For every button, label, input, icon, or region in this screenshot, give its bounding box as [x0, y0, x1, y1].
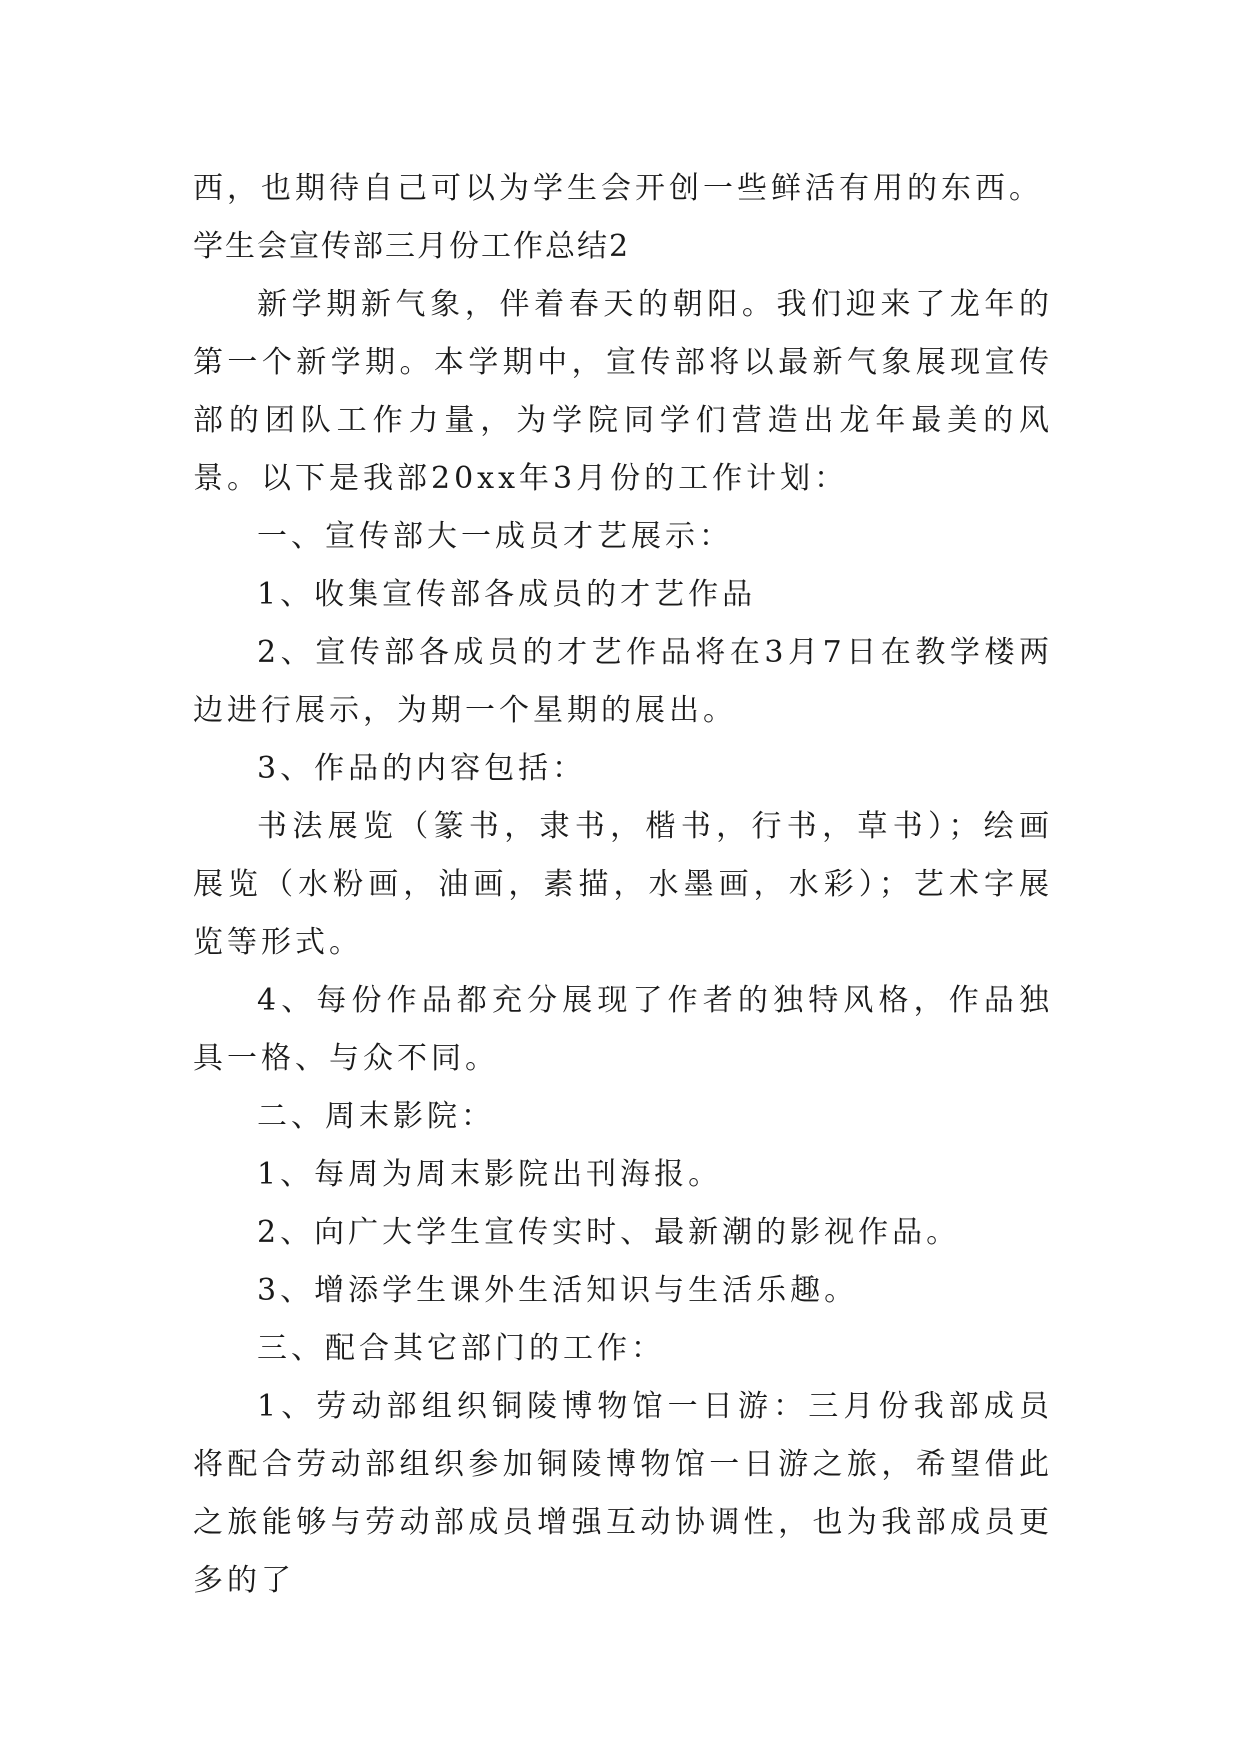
list-item: 3、作品的内容包括： [257, 751, 587, 786]
list-item: 3、增添学生课外生活知识与生活乐趣。 [257, 1273, 859, 1308]
document-body [193, 160, 1053, 1610]
list-item: 1、劳动部组织铜陵博物馆一日游：三月份我部成员将配合劳动部组织参加铜陵博物馆一日游之旅，希望借此之旅能够与劳动部成员增强互动协调性，也为我部成员更多的了 [193, 1389, 1053, 1598]
heading-weekend-cinema: 二、周末影院： [257, 1099, 495, 1134]
intro-paragraph: 新学期新气象，伴着春天的朝阳。我们迎来了龙年的第一个新学期。本学期中，宣传部将以最新气象展现宣传部的团队工作力量，为学院同学们营造出龙年最美的风景。以下是我部20xx年3月份的工作计划： [193, 287, 1053, 496]
list-item: 2、向广大学生宣传实时、最新潮的影视作品。 [257, 1215, 961, 1250]
list-item: 1、收集宣传部各成员的才艺作品 [257, 577, 757, 612]
heading-talent-show: 一、宣传部大一成员才艺展示： [257, 519, 733, 554]
exhibition-paragraph: 书法展览（篆书，隶书，楷书，行书，草书）；绘画展览（水粉画，油画，素描，水墨画，水彩）；艺术字展览等形式。 [193, 809, 1053, 960]
heading-cooperation: 三、配合其它部门的工作： [257, 1331, 665, 1366]
paragraph-continuation: 西，也期待自己可以为学生会开创一些鲜活有用的东西。 [193, 171, 1043, 206]
section-title: 学生会宣传部三月份工作总结2 [193, 229, 631, 264]
list-item: 4、每份作品都充分展现了作者的独特风格，作品独具一格、与众不同。 [193, 983, 1053, 1076]
list-item: 2、宣传部各成员的才艺作品将在3月7日在教学楼两边进行展示，为期一个星期的展出。 [193, 635, 1053, 728]
list-item: 1、每周为周末影院出刊海报。 [257, 1157, 723, 1192]
